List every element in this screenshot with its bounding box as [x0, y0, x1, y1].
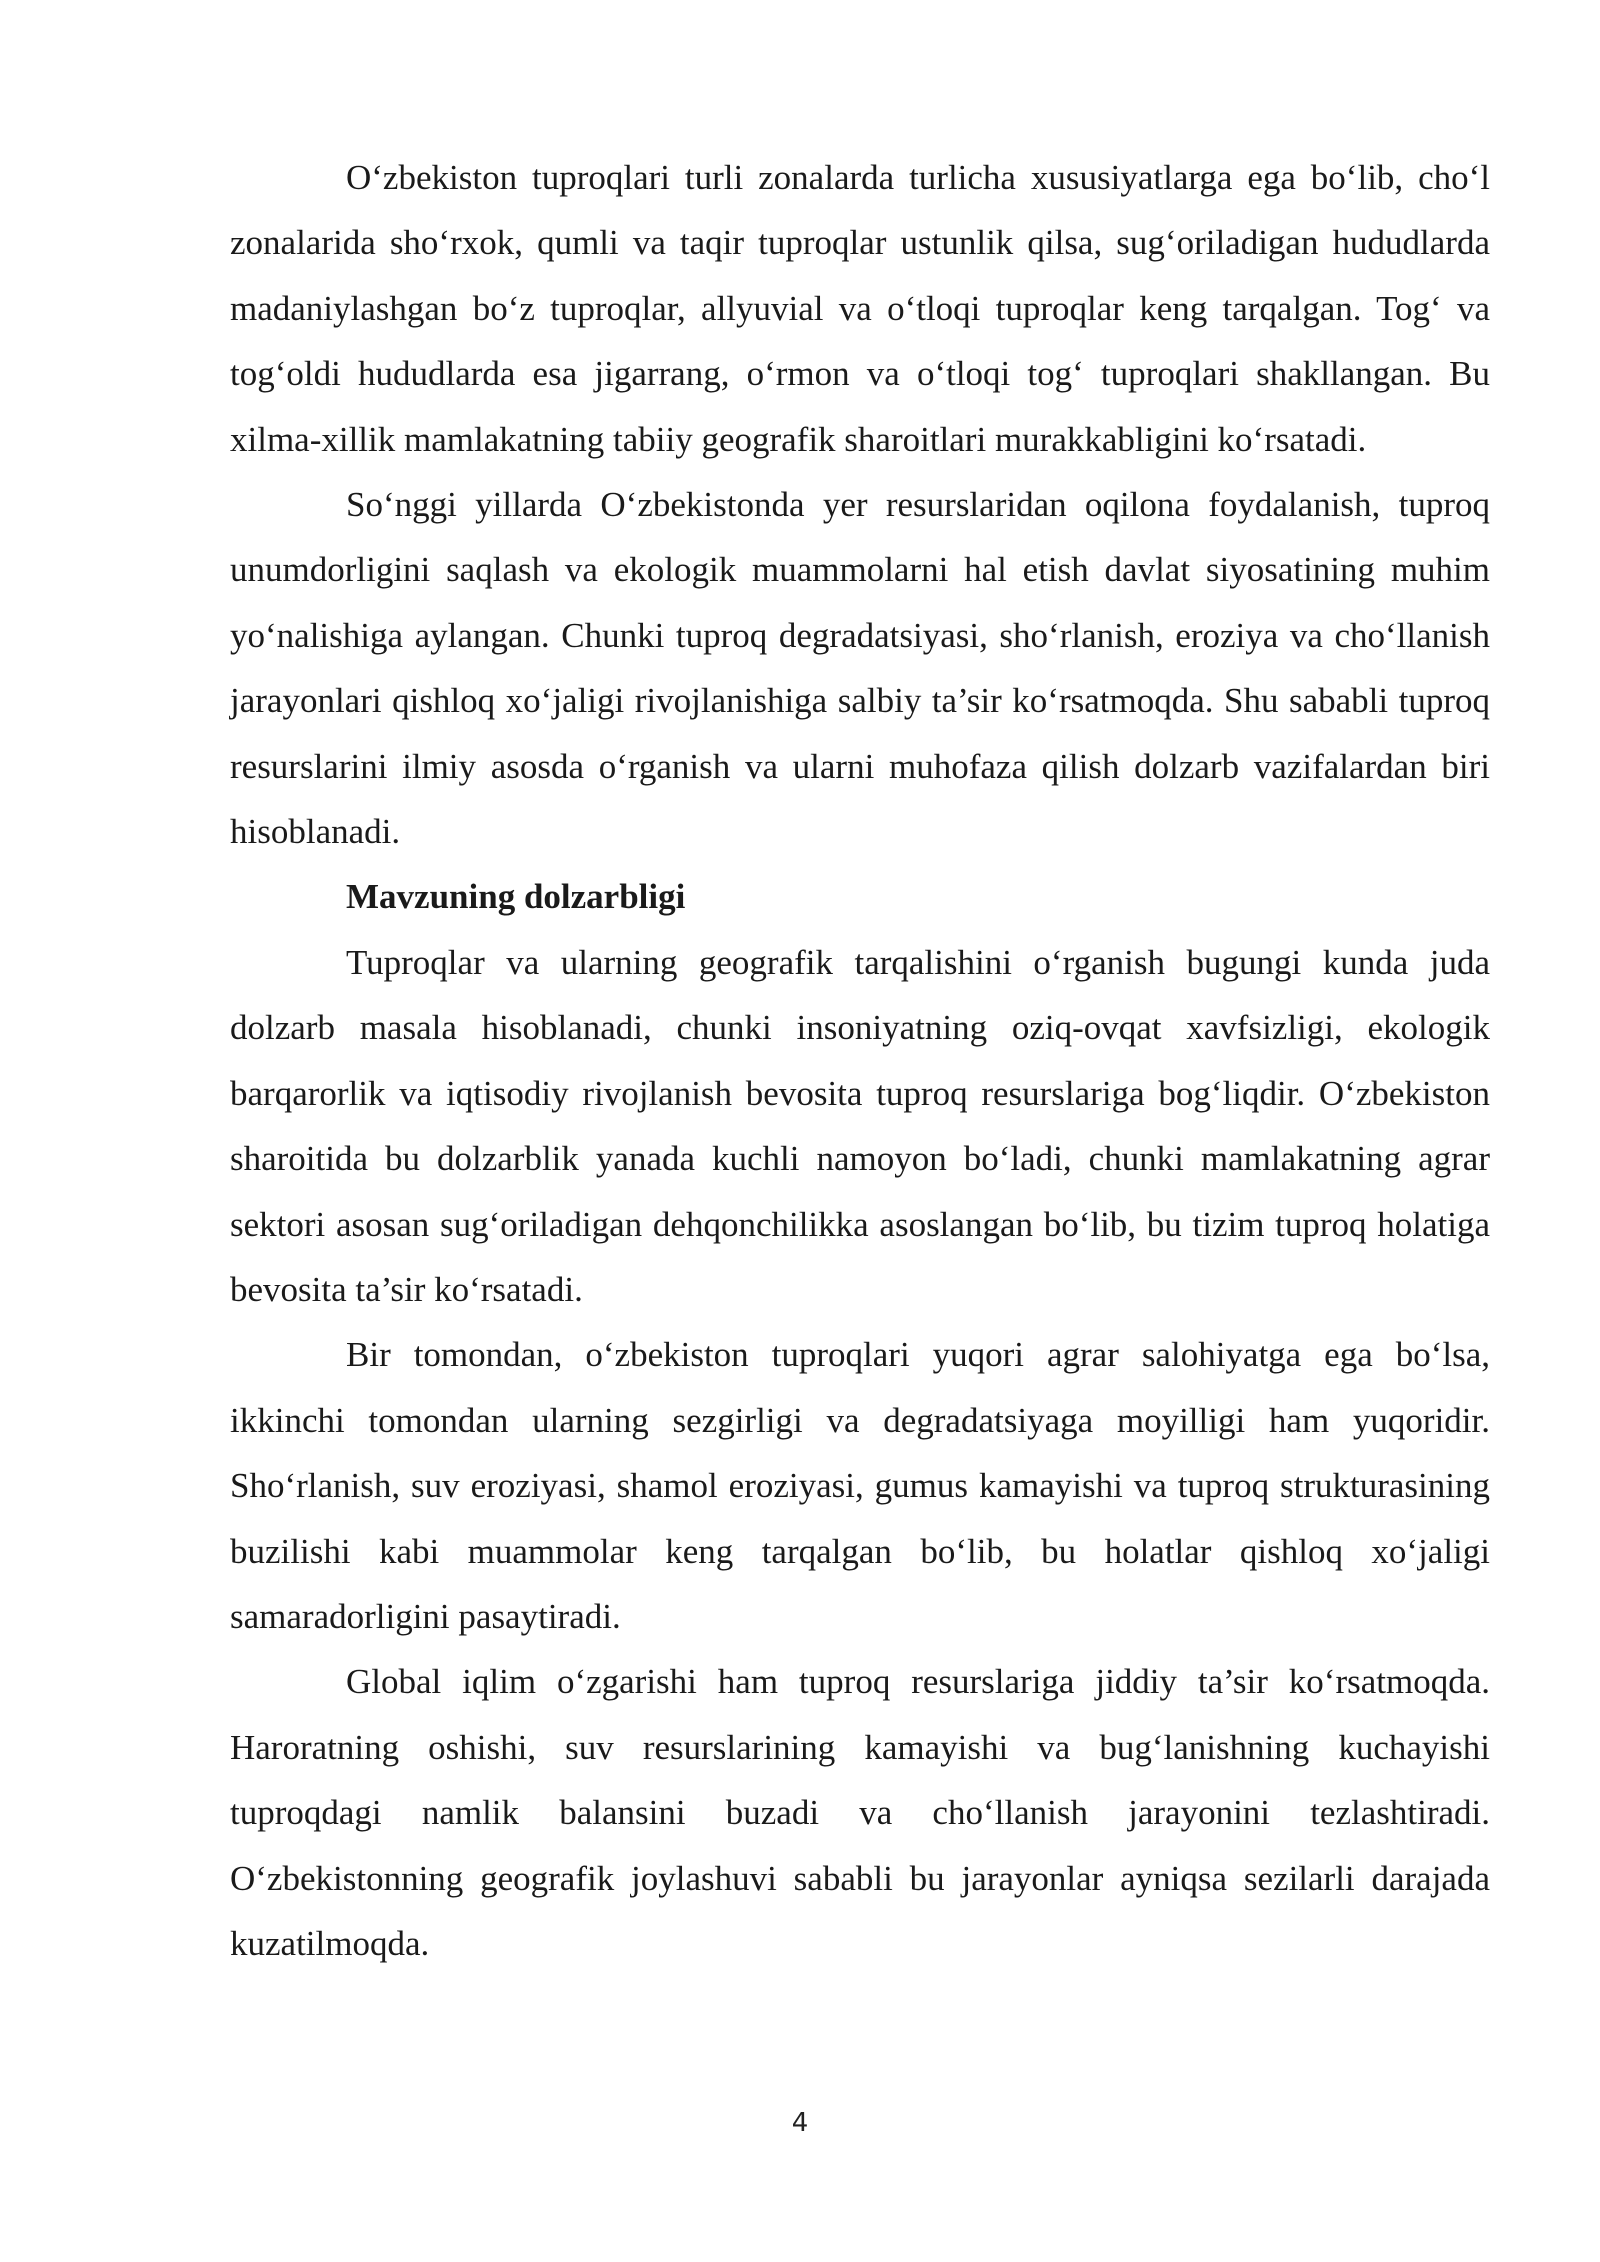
page-number: 4: [791, 2108, 809, 2138]
paragraph-relevance: Tuproqlar va ularning geografik tarqalishini o‘rganish bugungi kunda juda dolzarb masala hisoblanadi, chunki insoniyatning oziq-ovqat xavfsizligi, ekologik barqarorlik va iqtisodiy rivojlanish bevosita tuproq resurslariga bog‘liqdir. O‘zbekiston sharoitida bu dolzarblik yanada kuchli namoyon bo‘ladi, chunki mamlakatning agrar sektori asosan sug‘oriladigan dehqonchilikka asoslangan bo‘lib, bu tizim tuproq holatiga bevosita ta’sir ko‘rsatadi.: [230, 942, 1490, 1309]
section-heading: Mavzuning dolzarbligi: [346, 877, 686, 917]
paragraph-climate: Global iqlim o‘zgarishi ham tuproq resurslariga jiddiy ta’sir ko‘rsatmoqda. Haroratning oshishi, suv resurslarining kamayishi va bug‘lanishning kuchayishi tuproqdagi namlik balansini buzadi va cho‘llanish jarayonini tezlashtiradi. O‘zbekistonning geografik joylashuvi sababli bu jarayonlar ayniqsa sezilarli darajada kuzatilmoqda.: [230, 1662, 1490, 1963]
paragraph-land-policy: So‘nggi yillarda O‘zbekistonda yer resurslaridan oqilona foydalanish, tuproq unumdorligini saqlash va ekologik muammolarni hal etish davlat siyosatining muhim yo‘nalishiga aylangan. Chunki tuproq degradatsiyasi, sho‘rlanish, eroziya va cho‘llanish jarayonlari qishloq xo‘jaligi rivojlanishiga salbiy ta’sir ko‘rsatmoqda. Shu sababli tuproq resurslarini ilmiy asosda o‘rganish va ularni muhofaza qilish dolzarb vazifalardan biri hisoblanadi.: [230, 485, 1490, 852]
paragraph-soil-zones: O‘zbekiston tuproqlari turli zonalarda turlicha xususiyatlarga ega bo‘lib, cho‘l zonalarida sho‘rxok, qumli va taqir tuproqlar ustunlik qilsa, sug‘oriladigan hududlarda madaniylashgan bo‘z tuproqlar, allyuvial va o‘tloqi tuproqlar keng tarqalgan. Tog‘ va tog‘oldi hududlarda esa jigarrang, o‘rmon va o‘tloqi tog‘ tuproqlari shakllangan. Bu xilma-xillik mamlakatning tabiiy geografik sharoitlari murakkabligini ko‘rsatadi.: [230, 158, 1490, 459]
page-body: [230, 145, 1490, 1976]
paragraph-degradation: Bir tomondan, o‘zbekiston tuproqlari yuqori agrar salohiyatga ega bo‘lsa, ikkinchi tomondan ularning sezgirligi va degradatsiyaga moyilligi ham yuqoridir. Sho‘rlanish, suv eroziyasi, shamol eroziyasi, gumus kamayishi va tuproq strukturasining buzilishi kabi muammolar keng tarqalgan bo‘lib, bu holatlar qishloq xo‘jaligi samaradorligini pasaytiradi.: [230, 1335, 1490, 1636]
